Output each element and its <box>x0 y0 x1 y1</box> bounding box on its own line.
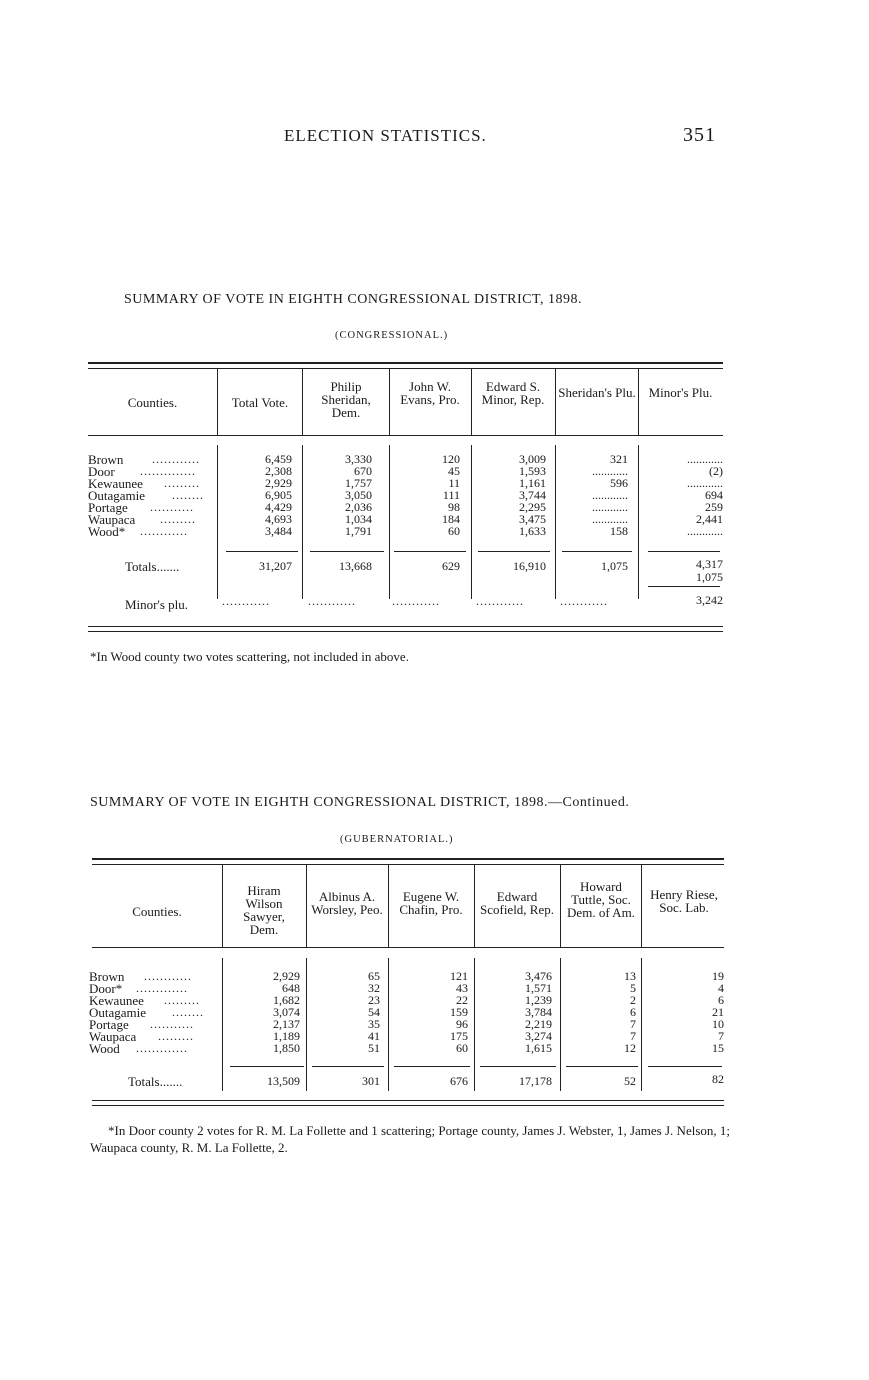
leader-dots: ............. <box>136 981 188 995</box>
table-cell: 6,459 <box>265 452 292 466</box>
totals-cell: 1,075 <box>601 559 628 573</box>
table-cell: 3,330 <box>345 452 372 466</box>
table-cell: 1,682 <box>273 993 300 1007</box>
table-cell: 23 <box>368 993 380 1007</box>
gubernatorial-footnote: *In Door county 2 votes for R. M. La Follette and 1 scattering; Portage county, James J. Webster, 1, James J. Nelson, 1; Waupaca county, R. M. La Follette, 2. <box>90 1123 730 1155</box>
row-label: Brown <box>89 969 125 984</box>
col-header-scofield: Edward Scofield, Rep. <box>479 889 554 917</box>
table-cell: 3,784 <box>525 1005 552 1019</box>
table-cell: 19 <box>712 969 724 983</box>
table-cell: 4 <box>718 981 724 995</box>
totals-extra-cell: 1,075 <box>696 570 723 584</box>
table-cell: 3,476 <box>525 969 552 983</box>
gubernatorial-subheading: (GUBERNATORIAL.) <box>340 834 454 845</box>
table-cell: ............ <box>687 524 723 538</box>
table-cell: 1,161 <box>519 476 546 490</box>
row-label: Wood <box>89 1041 120 1056</box>
table-cell: 10 <box>712 1017 724 1031</box>
row-label: Waupaca <box>89 1029 137 1044</box>
row-label: Portage <box>89 1017 129 1032</box>
table-cell: 259 <box>705 500 723 514</box>
totals-label: Totals....... <box>125 559 180 574</box>
table-cell: 2 <box>630 993 636 1007</box>
col-header-tuttle: Howard Tuttle, Soc. Dem. of Am. <box>567 879 635 920</box>
col-header-sheridan: Philip Sheridan, Dem. <box>321 379 371 420</box>
table-cell: 121 <box>450 969 468 983</box>
table-cell: 98 <box>448 500 460 514</box>
congressional-table <box>88 362 723 637</box>
running-head <box>0 126 869 150</box>
leader-dots: ........... <box>150 1017 194 1031</box>
totals-cell: 13,509 <box>267 1074 300 1088</box>
table-cell: 1,571 <box>525 981 552 995</box>
table-cell: ............ <box>592 500 628 514</box>
running-title: ELECTION STATISTICS. <box>284 126 487 145</box>
totals-cell: 52 <box>624 1074 636 1088</box>
col-header-evans: John W. Evans, Pro. <box>400 379 460 407</box>
totals-cell: 629 <box>442 559 460 573</box>
table-cell: 6,905 <box>265 488 292 502</box>
leader-dots: ........... <box>150 500 194 514</box>
table-cell: 694 <box>705 488 723 502</box>
row-label: Kewaunee <box>88 476 143 491</box>
col-header-sheridans-plu: Sheridan's Plu. <box>558 385 636 400</box>
page-number: 351 <box>683 124 716 146</box>
table-cell: 1,850 <box>273 1041 300 1055</box>
table-cell: 11 <box>448 476 460 490</box>
table-cell: 54 <box>368 1005 380 1019</box>
table-cell: 1,189 <box>273 1029 300 1043</box>
col-header-sawyer: Hiram Wilson Sawyer, Dem. <box>243 883 285 937</box>
row-label: Outagamie <box>88 488 146 503</box>
table-cell: 2,308 <box>265 464 292 478</box>
row-label: Door <box>88 464 115 479</box>
table-cell: ............ <box>592 488 628 502</box>
table-cell: ............ <box>687 452 723 466</box>
table-cell: 2,929 <box>273 969 300 983</box>
leader-dots: ......... <box>164 476 200 490</box>
table-cell: 3,074 <box>273 1005 300 1019</box>
leader-dots: ......... <box>164 993 200 1007</box>
leader-dots: ......... <box>158 1029 194 1043</box>
congressional-heading: SUMMARY OF VOTE IN EIGHTH CONGRESSIONAL DISTRICT, 1898. <box>124 292 583 307</box>
table-cell: 596 <box>610 476 628 490</box>
col-header-riese: Henry Riese, Soc. Lab. <box>650 887 718 915</box>
totals-cell: 676 <box>450 1074 468 1088</box>
table-cell: 2,929 <box>265 476 292 490</box>
totals-cell: 301 <box>362 1074 380 1088</box>
table-cell: 6 <box>630 1005 636 1019</box>
minor-plu-label: Minor's plu. <box>125 597 189 612</box>
col-header-counties: Counties. <box>132 904 182 919</box>
leader-dots: ............. <box>136 1041 188 1055</box>
congressional-subheading: (CONGRESSIONAL.) <box>335 330 449 341</box>
table-cell: ............ <box>687 476 723 490</box>
row-label: Kewaunee <box>89 993 144 1008</box>
table-cell: 60 <box>456 1041 468 1055</box>
leader-dots: ........ <box>172 1005 204 1019</box>
table-cell: 3,009 <box>519 452 546 466</box>
table-cell: 51 <box>368 1041 380 1055</box>
leader-dots: ............ <box>140 524 188 538</box>
table-cell: 1,239 <box>525 993 552 1007</box>
table-cell: 32 <box>368 981 380 995</box>
table-cell: 175 <box>450 1029 468 1043</box>
table-cell: 3,274 <box>525 1029 552 1043</box>
table-cell: 159 <box>450 1005 468 1019</box>
leader-dots: ........ <box>172 488 204 502</box>
totals-cell: 13,668 <box>339 559 372 573</box>
table-cell: 158 <box>610 524 628 538</box>
row-label: Wood* <box>88 524 126 539</box>
table-cell: 12 <box>624 1041 636 1055</box>
row-label: Portage <box>88 500 128 515</box>
leader-dots: ............ <box>308 594 356 608</box>
congressional-footnote: *In Wood county two votes scattering, not included in above. <box>90 649 409 664</box>
leader-dots: ............ <box>560 594 608 608</box>
table-cell: 4,429 <box>265 500 292 514</box>
leader-dots: ............ <box>392 594 440 608</box>
table-cell: 1,034 <box>345 512 372 526</box>
table-cell: 7 <box>630 1029 636 1043</box>
table-cell: 184 <box>442 512 460 526</box>
table-cell: 3,475 <box>519 512 546 526</box>
table-cell: 43 <box>456 981 468 995</box>
table-cell: 21 <box>712 1005 724 1019</box>
col-header-chafin: Eugene W. Chafin, Pro. <box>399 889 463 917</box>
table-cell: 2,441 <box>696 512 723 526</box>
totals-cell: 82 <box>712 1072 724 1086</box>
table-cell: 1,791 <box>345 524 372 538</box>
table-cell: 96 <box>456 1017 468 1031</box>
table-cell: 648 <box>282 981 300 995</box>
leader-dots: ......... <box>160 512 196 526</box>
table-cell: 2,219 <box>525 1017 552 1031</box>
table-cell: 5 <box>630 981 636 995</box>
totals-cell: 4,317 <box>696 557 723 571</box>
table-cell: 2,036 <box>345 500 372 514</box>
row-label: Brown <box>88 452 124 467</box>
table-cell: 1,633 <box>519 524 546 538</box>
table-cell: 3,484 <box>265 524 292 538</box>
table-cell: 35 <box>368 1017 380 1031</box>
row-label: Outagamie <box>89 1005 147 1020</box>
leader-dots: ............ <box>222 594 270 608</box>
table-cell: 45 <box>448 464 460 478</box>
table-cell: ............ <box>592 512 628 526</box>
table-cell: 111 <box>442 488 460 502</box>
table-cell: 321 <box>610 452 628 466</box>
table-cell: (2) <box>709 464 723 478</box>
gubernatorial-table <box>89 858 724 1113</box>
minor-plu-value: 3,242 <box>696 593 723 607</box>
totals-cell: 16,910 <box>513 559 546 573</box>
leader-dots: .............. <box>140 464 196 478</box>
totals-cell: 17,178 <box>519 1074 552 1088</box>
table-cell: 2,137 <box>273 1017 300 1031</box>
table-cell: 65 <box>368 969 380 983</box>
table-cell: ............ <box>592 464 628 478</box>
col-header-worsley: Albinus A. Worsley, Peo. <box>311 889 383 917</box>
totals-cell: 31,207 <box>259 559 292 573</box>
table-cell: 1,593 <box>519 464 546 478</box>
leader-dots: ............ <box>152 452 200 466</box>
leader-dots: ............ <box>144 969 192 983</box>
table-cell: 6 <box>718 993 724 1007</box>
table-cell: 4,693 <box>265 512 292 526</box>
table-cell: 2,295 <box>519 500 546 514</box>
table-cell: 7 <box>718 1029 724 1043</box>
table-cell: 60 <box>448 524 460 538</box>
table-cell: 15 <box>712 1041 724 1055</box>
table-cell: 7 <box>630 1017 636 1031</box>
col-header-total-vote: Total Vote. <box>231 395 289 410</box>
row-label: Waupaca <box>88 512 136 527</box>
table-cell: 3,050 <box>345 488 372 502</box>
totals-label: Totals....... <box>128 1074 183 1089</box>
table-cell: 13 <box>624 969 636 983</box>
table-cell: 670 <box>354 464 372 478</box>
table-cell: 1,757 <box>345 476 372 490</box>
col-header-counties: Counties. <box>127 395 178 410</box>
table-cell: 22 <box>456 993 468 1007</box>
table-cell: 1,615 <box>525 1041 552 1055</box>
leader-dots: ............ <box>476 594 524 608</box>
table-cell: 3,744 <box>519 488 546 502</box>
row-label: Door* <box>89 981 123 996</box>
table-cell: 120 <box>442 452 460 466</box>
gubernatorial-heading: SUMMARY OF VOTE IN EIGHTH CONGRESSIONAL DISTRICT, 1898.—Continued. <box>90 795 630 810</box>
table-cell: 41 <box>368 1029 380 1043</box>
col-header-minor: Edward S. Minor, Rep. <box>481 379 545 407</box>
col-header-minors-plu: Minor's Plu. <box>648 385 713 400</box>
